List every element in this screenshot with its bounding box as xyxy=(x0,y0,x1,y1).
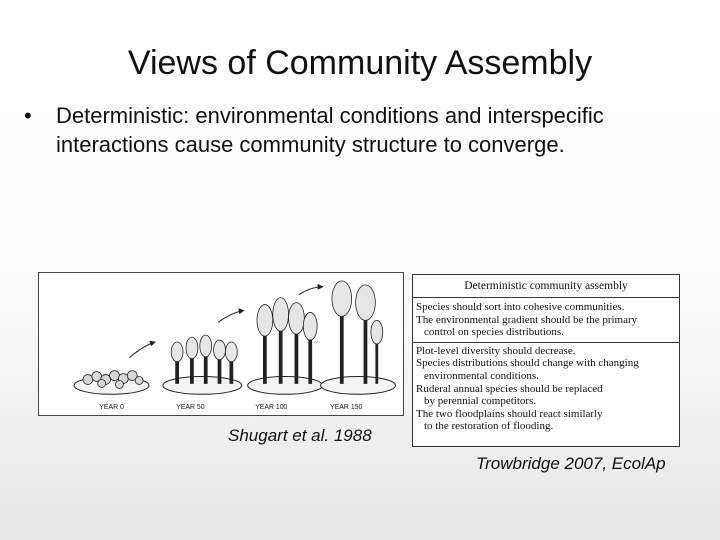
year-label: YEAR 100 xyxy=(255,404,288,412)
table-line: control on species distributions. xyxy=(424,326,564,339)
succession-arrow xyxy=(218,310,244,322)
year-label: YEAR 50 xyxy=(176,404,205,412)
year-label: YEAR 150 xyxy=(330,404,363,412)
succession-arrow xyxy=(299,287,323,295)
figure-caption-left: Shugart et al. 1988 xyxy=(228,426,372,445)
table-divider xyxy=(413,342,679,343)
bullet-text: Deterministic: environmental conditions and interspecific interactions cause community structure to converge. xyxy=(56,103,604,157)
deterministic-assembly-table xyxy=(412,274,680,447)
table-line: Species should sort into cohesive communities. xyxy=(416,301,625,313)
table-line: Ruderal annual species should be replaced xyxy=(416,382,603,395)
table-line: environmental conditions. xyxy=(424,369,539,382)
bullet-marker: • xyxy=(24,103,32,128)
table-line: Plot-level diversity should decrease. xyxy=(416,344,576,357)
table-header: Deterministic community assembly xyxy=(413,275,679,298)
ground-plot-year150 xyxy=(321,377,396,395)
trees-year100 xyxy=(257,298,317,384)
table-line: to the restoration of flooding. xyxy=(424,420,554,433)
trees-year150 xyxy=(332,281,383,384)
table-line: by perennial competitors. xyxy=(424,395,537,408)
succession-illustration xyxy=(38,272,404,416)
trees-year50 xyxy=(171,335,237,383)
year-label: YEAR 0 xyxy=(99,404,124,412)
table-line: The environmental gradient should be the primary xyxy=(416,313,638,326)
table-line: Species distributions should change with changing xyxy=(416,357,639,370)
table-line: The two floodplains should react similarly xyxy=(416,407,603,420)
table-body xyxy=(413,298,679,433)
succession-arrow xyxy=(129,342,155,358)
succession-drawing xyxy=(39,273,403,415)
bullet-item xyxy=(24,101,694,159)
slide-title: Views of Community Assembly xyxy=(127,44,593,82)
figure-caption-right: Trowbridge 2007, EcolAp xyxy=(476,454,666,473)
